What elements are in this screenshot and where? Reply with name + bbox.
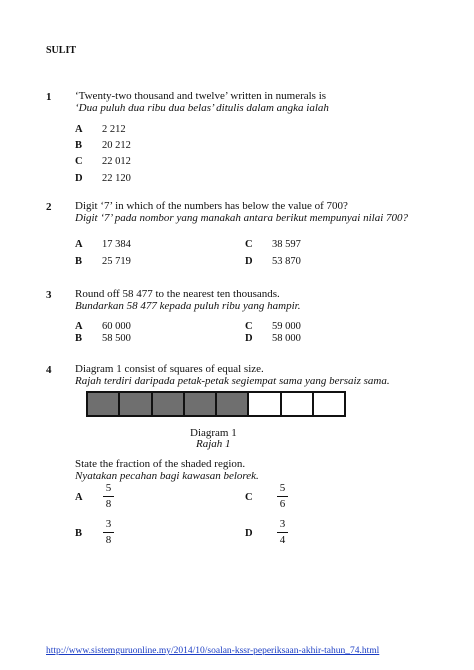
question-1-text-en: ‘Twenty-two thousand and twelve’ written in numerals is [75, 90, 327, 102]
q4-option-b-fraction [103, 518, 114, 546]
q2-option-d-label: D [245, 256, 253, 267]
q4-option-d-fraction [277, 518, 288, 546]
q4-option-c-numerator: 5 [279, 482, 286, 494]
question-1-text-ms: ‘Dua puluh dua ribu dua belas’ ditulis dalam angka ialah [75, 102, 329, 114]
fraction-bar [103, 532, 114, 533]
unshaded-square [314, 393, 344, 415]
question-4-prompt-en: State the fraction of the shaded region. [75, 458, 246, 470]
q4-option-c-denominator: 6 [279, 498, 286, 510]
question-4-text-en: Diagram 1 consist of squares of equal size. [75, 363, 264, 375]
q3-option-a-value: 60 000 [102, 321, 131, 332]
q3-option-c-label: C [245, 321, 253, 332]
q2-option-b-label: B [75, 256, 83, 267]
q4-option-b-numerator: 3 [105, 518, 112, 530]
q2-option-a-label: A [75, 239, 83, 250]
question-4-prompt-ms: Nyatakan pecahan bagi kawasan belorek. [75, 470, 259, 482]
question-2-text-en: Digit ‘7’ in which of the numbers has below the value of 700? [75, 200, 348, 212]
question-3-text-en: Round off 58 477 to the nearest ten thousands. [75, 288, 280, 300]
diagram-caption-en: Diagram 1 [190, 427, 237, 439]
shaded-square [120, 393, 152, 415]
q3-option-b-label: B [75, 333, 83, 344]
q1-option-a-label: A [75, 124, 83, 135]
q4-option-d-denominator: 4 [279, 534, 286, 546]
q1-option-a-value: 2 212 [102, 124, 126, 135]
q1-option-d-label: D [75, 173, 83, 184]
unshaded-square [282, 393, 314, 415]
shaded-square [185, 393, 217, 415]
q2-option-c-value: 38 597 [272, 239, 301, 250]
unshaded-square [249, 393, 281, 415]
shaded-square [217, 393, 249, 415]
q3-option-b-value: 58 500 [102, 333, 131, 344]
q1-option-b-label: B [75, 140, 83, 151]
fraction-bar [277, 532, 288, 533]
q2-option-a-value: 17 384 [102, 239, 131, 250]
shaded-square [88, 393, 120, 415]
q3-option-c-value: 59 000 [272, 321, 301, 332]
q4-option-b-denominator: 8 [105, 534, 112, 546]
q4-option-a-fraction [103, 482, 114, 510]
q4-option-b-label: B [75, 528, 83, 539]
q1-option-d-value: 22 120 [102, 173, 131, 184]
q1-option-c-label: C [75, 156, 83, 167]
header-label: SULIT [46, 45, 77, 56]
q4-option-d-label: D [245, 528, 253, 539]
shaded-square [153, 393, 185, 415]
q2-option-d-value: 53 870 [272, 256, 301, 267]
squares-diagram [86, 391, 346, 417]
fraction-bar [277, 496, 288, 497]
question-4-number: 4 [46, 364, 52, 376]
q1-option-c-value: 22 012 [102, 156, 131, 167]
q3-option-a-label: A [75, 321, 83, 332]
question-4-text-ms: Rajah terdiri daripada petak-petak segiempat sama yang bersaiz sama. [75, 375, 390, 387]
q1-option-b-value: 20 212 [102, 140, 131, 151]
q4-option-a-label: A [75, 492, 83, 503]
fraction-bar [103, 496, 114, 497]
diagram-caption-ms: Rajah 1 [196, 438, 231, 450]
question-1-number: 1 [46, 91, 52, 103]
question-3-number: 3 [46, 289, 52, 301]
q4-option-a-denominator: 8 [105, 498, 112, 510]
q3-option-d-value: 58 000 [272, 333, 301, 344]
q4-option-d-numerator: 3 [279, 518, 286, 530]
question-2-number: 2 [46, 201, 52, 213]
q2-option-c-label: C [245, 239, 253, 250]
q4-option-a-numerator: 5 [105, 482, 112, 494]
q3-option-d-label: D [245, 333, 253, 344]
q2-option-b-value: 25 719 [102, 256, 131, 267]
q4-option-c-label: C [245, 492, 253, 503]
source-link[interactable]: http://www.sistemguruonline.my/2014/10/soalan-kssr-peperiksaan-akhir-tahun_74.html [46, 646, 380, 656]
q4-option-c-fraction [277, 482, 288, 510]
question-3-text-ms: Bundarkan 58 477 kepada puluh ribu yang hampir. [75, 300, 301, 312]
question-2-text-ms: Digit ‘7’ pada nombor yang manakah antara berikut mempunyai nilai 700? [75, 212, 409, 224]
